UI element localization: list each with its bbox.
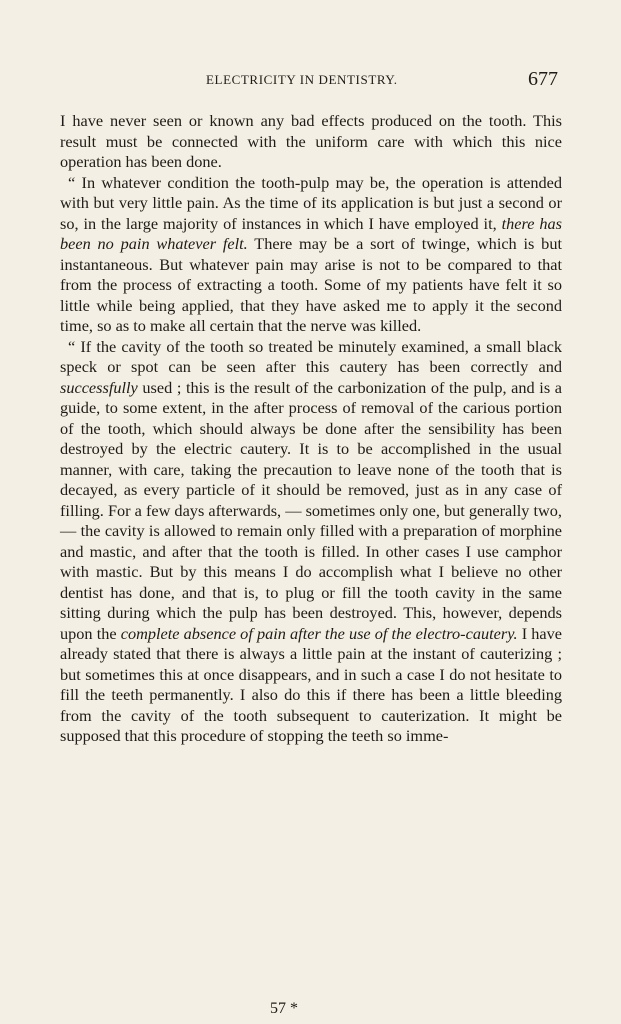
emphasis-text: there has been no pain whatever felt. — [60, 213, 562, 253]
page-number: 677 — [528, 68, 558, 90]
paragraph-text: I have never seen or known any bad effects produced on the tooth. This result must be connected with the uniform care with which this nice operation has been done. — [60, 111, 562, 171]
emphasis-text: successfully — [60, 377, 138, 397]
body-text — [60, 111, 562, 747]
paragraph-text: There may be a sort of twinge, which is but instantaneous. But whatever pain may arise is not to be compared to that from the process of extracting a tooth. Some of my patients have felt it so little while being applied, that they have asked me to apply it the second time, so as to make all certain that the nerve was killed. — [60, 234, 562, 335]
running-title: ELECTRICITY IN DENTISTRY. — [206, 72, 398, 87]
paragraph-3 — [60, 337, 562, 747]
paragraph-2 — [60, 173, 562, 337]
page-header — [0, 68, 621, 92]
emphasis-text: complete absence of pain after the use of the electro-cautery. — [120, 623, 518, 643]
paragraph-text: “ In whatever condition the tooth-pulp may be, the operation is attended with but very little pain. As the time of its application is but just a second or so, in the large majority of instances in which I have employed it, — [60, 172, 562, 233]
paragraph-text: I have already stated that there is always a little pain at the instant of cauterizing ; but sometimes this at once disappears, and in such a case I do not hesitate to fill the teeth permanently. I also do this if there has been a little bleeding from the cavity of the tooth subsequent to cauterization. It might be supposed that this procedure of stopping the teeth so imme- — [60, 623, 563, 745]
paragraph-text: used ; this is the result of the carbonization of the pulp, and is a guide, to some extent, in the after process of removal of the carious portion of the tooth, which should always be done after the sensibility has been destroyed by the electric cautery. It is to be accomplished in the usual manner, with care, taking the precaution to leave none of the tooth that is decayed, as every particle of it should be removed, just as in any case of filling. For a few days afterwards, — sometimes only one, but generally two, — the cavity is allowed to remain only filled with a preparation of morphine and mastic, and after that the tooth is filled. In other cases I use camphor with mastic. But by this means I do accomplish what I believe no other dentist has done, and that is, to plug or fill the tooth cavity in the same sitting during which the pulp has been destroyed. This, however, depends upon the — [60, 377, 562, 643]
paragraph-1 — [60, 111, 562, 173]
paragraph-text: “ If the cavity of the tooth so treated be minutely examined, a small black speck or spot can be seen after this cautery has been correctly and — [60, 336, 562, 376]
signature-mark: 57 * — [270, 1000, 298, 1017]
